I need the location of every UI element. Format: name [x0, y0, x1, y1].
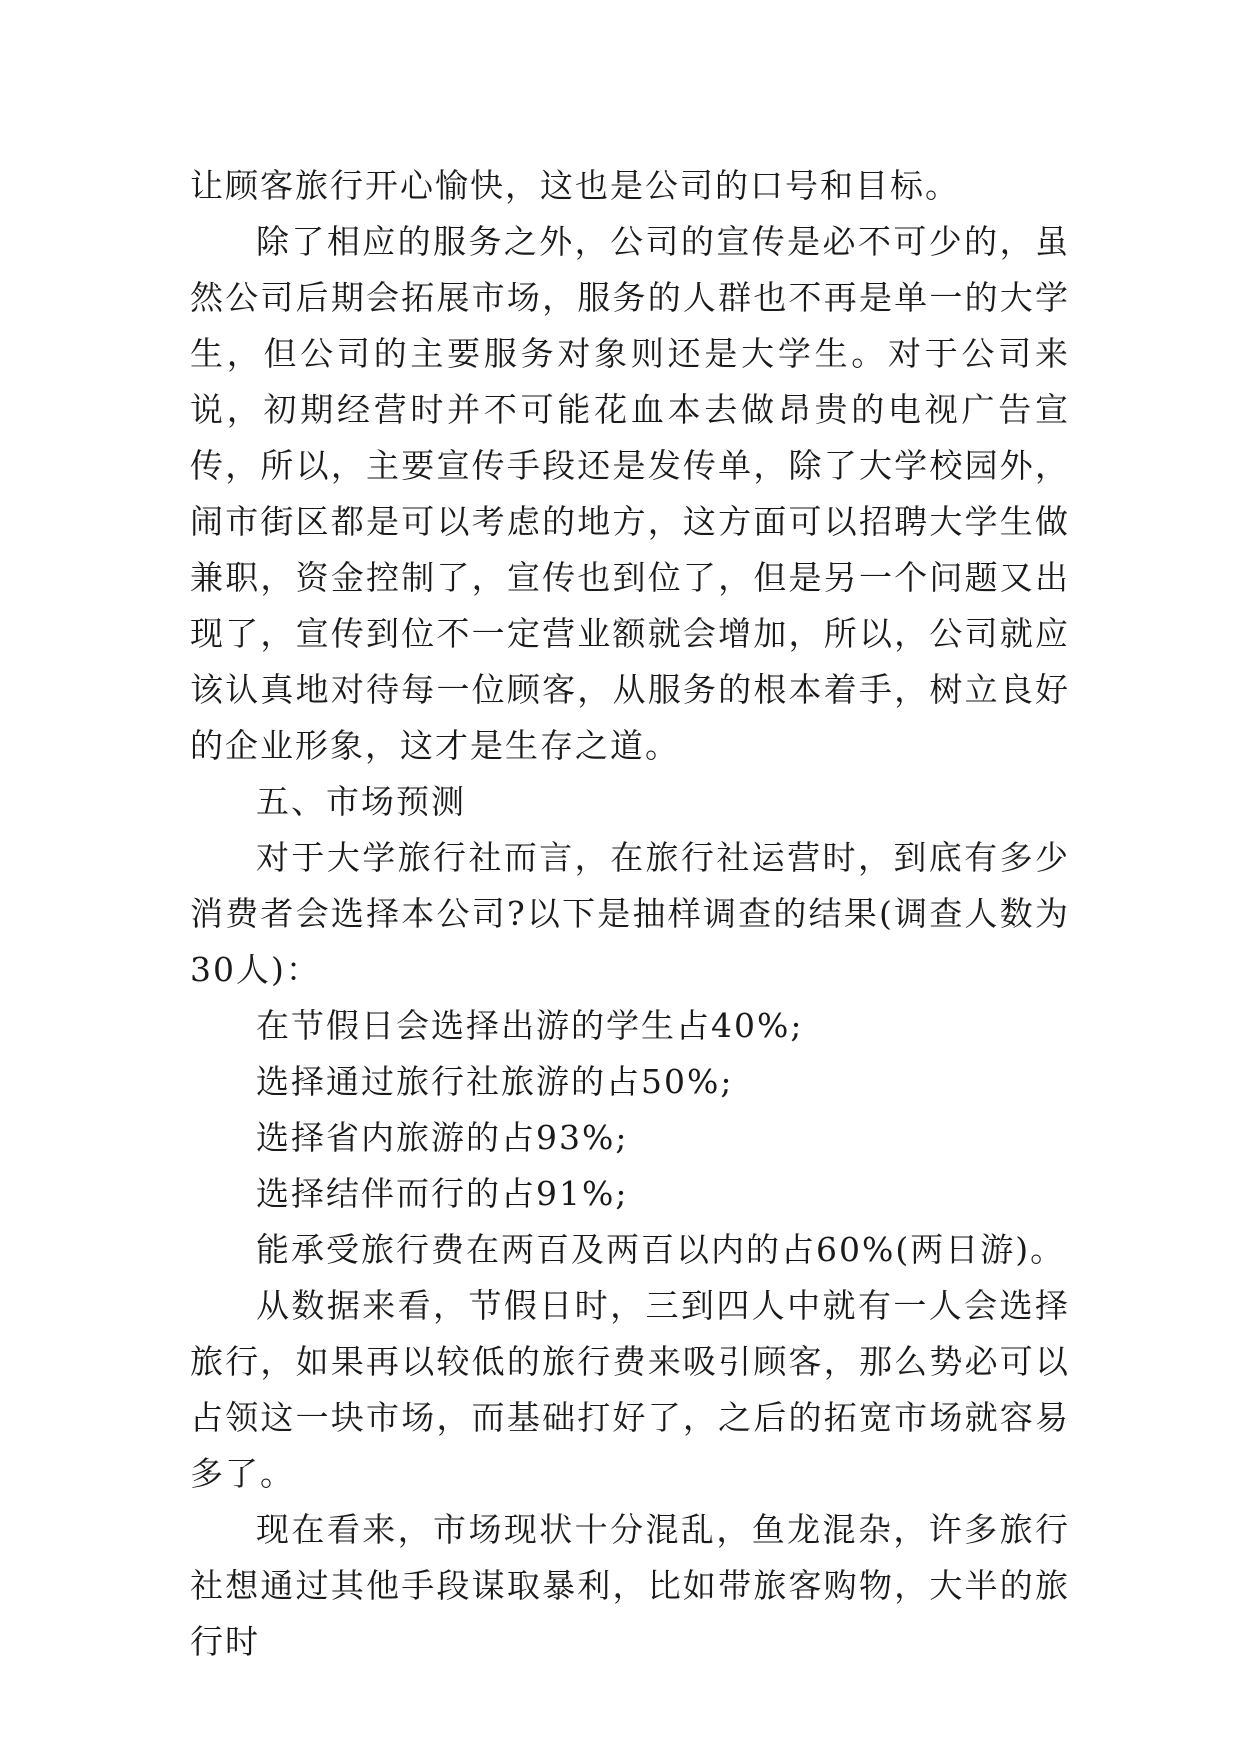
survey-item-budget: 能承受旅行费在两百及两百以内的占60%(两日游)。 — [256, 1230, 1066, 1269]
paragraph-promotion: 除了相应的服务之外，公司的宣传是必不可少的，虽然公司后期会拓展市场，服务的人群也不再是单一的大学生，但公司的主要服务对象则还是大学生。对于公司来说，初期经营时并不可能花血本去做昂贵的电视广告宣传，所以，主要宣传手段还是发传单，除了大学校园外，闹市街区都是可以考虑的地方，这方面可以招聘大学生做兼职，资金控制了，宣传也到位了，但是另一个问题又出现了，宣传到位不一定营业额就会增加，所以，公司就应该认真地对待每一位顾客，从服务的根本着手，树立良好的企业形象，这才是生存之道。 — [190, 222, 1070, 765]
paragraph-data-analysis: 从数据来看，节假日时，三到四人中就有一人会选择旅行，如果再以较低的旅行费来吸引顾客，那么势必可以占领这一块市场，而基础打好了，之后的拓宽市场就容易多了。 — [190, 1286, 1070, 1493]
survey-item-province: 选择省内旅游的占93%; — [256, 1118, 629, 1157]
paragraph-continuation: 让顾客旅行开心愉快，这也是公司的口号和目标。 — [190, 166, 960, 205]
survey-item-holiday: 在节假日会选择出游的学生占40%; — [256, 1006, 804, 1045]
paragraph-survey-intro: 对于大学旅行社而言，在旅行社运营时，到底有多少消费者会选择本公司?以下是抽样调查的结果(调查人数为30人)： — [190, 838, 1070, 989]
paragraph-market-status: 现在看来，市场现状十分混乱，鱼龙混杂，许多旅行社想通过其他手段谋取暴利，比如带旅客购物，大半的旅行时 — [190, 1510, 1070, 1661]
survey-item-agency: 选择通过旅行社旅游的占50%; — [256, 1062, 734, 1101]
section-heading-market-forecast: 五、市场预测 — [256, 782, 466, 821]
document-body — [190, 158, 1070, 1670]
survey-item-companion: 选择结伴而行的占91%; — [256, 1174, 629, 1213]
